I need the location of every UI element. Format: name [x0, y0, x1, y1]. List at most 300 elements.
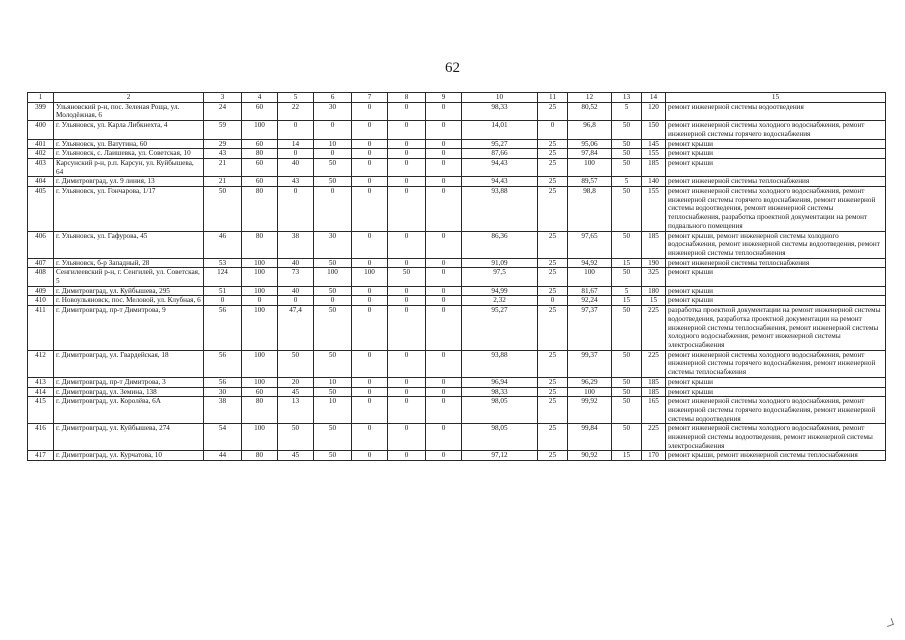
column-header: 14 [642, 93, 666, 103]
value-cell: 0 [388, 387, 426, 397]
value-cell: 100 [242, 424, 278, 451]
value-cell: 50 [612, 350, 642, 377]
value-cell: 0 [426, 350, 462, 377]
table-row [28, 102, 886, 120]
value-cell: 97,5 [462, 268, 538, 286]
column-header: 13 [612, 93, 642, 103]
value-cell: 30 [314, 102, 352, 120]
table-header-row [28, 93, 886, 103]
value-cell: 25 [538, 451, 568, 461]
value-cell: 50 [612, 377, 642, 387]
value-cell: 14,01 [462, 121, 538, 139]
value-cell: 0 [388, 139, 426, 149]
value-cell: 100 [352, 268, 388, 286]
value-cell: 47,4 [278, 306, 314, 351]
value-cell: 50 [612, 268, 642, 286]
value-cell: 0 [426, 296, 462, 306]
value-cell: 25 [538, 306, 568, 351]
table-row [28, 177, 886, 187]
works-cell: ремонт крыши [666, 139, 886, 149]
address-cell: Ульяновский р-н, пос. Зеленая Роща, ул. Молодёжная, 6 [54, 102, 204, 120]
value-cell: 30 [314, 231, 352, 258]
value-cell: 30 [204, 387, 242, 397]
address-cell: Сенгилеевский р-н, г. Сенгилей, ул. Советская, 5 [54, 268, 204, 286]
value-cell: 0 [352, 397, 388, 424]
value-cell: 100 [242, 258, 278, 268]
value-cell: 225 [642, 424, 666, 451]
value-cell: 100 [568, 158, 612, 176]
value-cell: 145 [642, 139, 666, 149]
value-cell: 50 [388, 268, 426, 286]
value-cell: 185 [642, 387, 666, 397]
value-cell: 95,06 [568, 139, 612, 149]
row-number-cell: 412 [28, 350, 54, 377]
value-cell: 46 [204, 231, 242, 258]
value-cell: 124 [204, 268, 242, 286]
value-cell: 15 [612, 296, 642, 306]
value-cell: 0 [388, 258, 426, 268]
scan-mark [885, 618, 894, 627]
value-cell: 0 [426, 177, 462, 187]
value-cell: 0 [388, 296, 426, 306]
value-cell: 100 [242, 350, 278, 377]
value-cell: 94,92 [568, 258, 612, 268]
value-cell: 50 [314, 177, 352, 187]
address-cell: г. Ульяновск, б-р Западный, 28 [54, 258, 204, 268]
table-row [28, 187, 886, 232]
value-cell: 50 [314, 286, 352, 296]
value-cell: 0 [352, 387, 388, 397]
value-cell: 21 [204, 158, 242, 176]
address-cell: Карсунский р-н, р.п. Карсун, ул. Куйбышева, 64 [54, 158, 204, 176]
value-cell: 0 [538, 296, 568, 306]
value-cell: 0 [278, 296, 314, 306]
value-cell: 0 [278, 149, 314, 159]
value-cell: 40 [278, 286, 314, 296]
value-cell: 10 [314, 139, 352, 149]
value-cell: 21 [204, 177, 242, 187]
table-row [28, 268, 886, 286]
column-header: 5 [278, 93, 314, 103]
row-number-cell: 411 [28, 306, 54, 351]
value-cell: 50 [612, 187, 642, 232]
row-number-cell: 403 [28, 158, 54, 176]
value-cell: 97,37 [568, 306, 612, 351]
works-cell: ремонт крыши [666, 158, 886, 176]
column-header: 9 [426, 93, 462, 103]
value-cell: 98,8 [568, 187, 612, 232]
value-cell: 95,27 [462, 139, 538, 149]
value-cell: 0 [426, 451, 462, 461]
page-number: 62 [445, 60, 460, 76]
table-row [28, 158, 886, 176]
value-cell: 50 [612, 139, 642, 149]
value-cell: 0 [352, 424, 388, 451]
address-cell: г. Димитровград, ул. Куйбышева, 295 [54, 286, 204, 296]
value-cell: 0 [204, 296, 242, 306]
value-cell: 60 [242, 158, 278, 176]
value-cell: 15 [612, 258, 642, 268]
value-cell: 0 [352, 139, 388, 149]
value-cell: 50 [612, 306, 642, 351]
table-row [28, 451, 886, 461]
value-cell: 100 [242, 121, 278, 139]
value-cell: 10 [314, 377, 352, 387]
value-cell: 100 [242, 306, 278, 351]
works-cell: ремонт крыши [666, 387, 886, 397]
table-row [28, 306, 886, 351]
value-cell: 0 [388, 377, 426, 387]
value-cell: 87,66 [462, 149, 538, 159]
value-cell: 50 [612, 231, 642, 258]
value-cell: 0 [388, 306, 426, 351]
value-cell: 0 [352, 258, 388, 268]
value-cell: 20 [278, 377, 314, 387]
works-cell: ремонт инженерной системы холодного водоснабжения, ремонт инженерной системы горячего водоснабжения [666, 121, 886, 139]
value-cell: 0 [426, 268, 462, 286]
works-cell: ремонт инженерной системы теплоснабжения [666, 177, 886, 187]
row-number-cell: 410 [28, 296, 54, 306]
works-cell: ремонт инженерной системы теплоснабжения [666, 258, 886, 268]
value-cell: 0 [426, 286, 462, 296]
address-cell: г. Димитровград, ул. Королёва, 6А [54, 397, 204, 424]
table-row [28, 258, 886, 268]
row-number-cell: 406 [28, 231, 54, 258]
value-cell: 38 [204, 397, 242, 424]
value-cell: 98,05 [462, 424, 538, 451]
value-cell: 50 [278, 350, 314, 377]
column-header: 11 [538, 93, 568, 103]
value-cell: 0 [352, 296, 388, 306]
row-number-cell: 416 [28, 424, 54, 451]
value-cell: 0 [426, 149, 462, 159]
value-cell: 50 [204, 187, 242, 232]
works-cell: ремонт инженерной системы водоотведения [666, 102, 886, 120]
address-cell: г. Димитровград, пр-т Димитрова, 3 [54, 377, 204, 387]
value-cell: 25 [538, 397, 568, 424]
address-cell: г. Ульяновск, ул. Гончарова, 1/17 [54, 187, 204, 232]
value-cell: 185 [642, 377, 666, 387]
value-cell: 38 [278, 231, 314, 258]
value-cell: 100 [568, 387, 612, 397]
table-row [28, 397, 886, 424]
value-cell: 25 [538, 149, 568, 159]
address-cell: г. Димитровград, ул. Гвардейская, 18 [54, 350, 204, 377]
value-cell: 50 [612, 121, 642, 139]
row-number-cell: 402 [28, 149, 54, 159]
value-cell: 25 [538, 102, 568, 120]
address-cell: г. Ульяновск, ул. Гафурова, 45 [54, 231, 204, 258]
value-cell: 2,32 [462, 296, 538, 306]
works-cell: ремонт крыши [666, 149, 886, 159]
column-header: 10 [462, 93, 538, 103]
value-cell: 96,29 [568, 377, 612, 387]
value-cell: 40 [278, 158, 314, 176]
works-cell: ремонт инженерной системы холодного водоснабжения, ремонт инженерной системы горячего водоснабжения, ремонт инженерной системы водоотведения, ремонт инженерной системы теплоснабжения, разработка проектной документации на ремонт подвального помещения [666, 187, 886, 232]
value-cell: 73 [278, 268, 314, 286]
value-cell: 0 [388, 149, 426, 159]
works-cell: ремонт крыши [666, 286, 886, 296]
value-cell: 50 [612, 149, 642, 159]
value-cell: 56 [204, 306, 242, 351]
works-cell: ремонт крыши, ремонт инженерной системы холодного водоснабжения, ремонт инженерной системы водоотведения, ремонт инженерной системы теплоснабжения [666, 231, 886, 258]
value-cell: 0 [388, 397, 426, 424]
value-cell: 185 [642, 231, 666, 258]
value-cell: 44 [204, 451, 242, 461]
value-cell: 80 [242, 397, 278, 424]
value-cell: 99,92 [568, 397, 612, 424]
value-cell: 56 [204, 350, 242, 377]
value-cell: 80 [242, 187, 278, 232]
value-cell: 0 [388, 158, 426, 176]
value-cell: 0 [314, 296, 352, 306]
value-cell: 80,52 [568, 102, 612, 120]
column-header: 12 [568, 93, 612, 103]
value-cell: 50 [314, 306, 352, 351]
value-cell: 5 [612, 286, 642, 296]
value-cell: 92,24 [568, 296, 612, 306]
value-cell: 25 [538, 424, 568, 451]
value-cell: 0 [388, 350, 426, 377]
value-cell: 100 [242, 268, 278, 286]
address-cell: г. Ульяновск, ул. Карла Либкнехта, 4 [54, 121, 204, 139]
value-cell: 0 [388, 177, 426, 187]
value-cell: 50 [314, 451, 352, 461]
value-cell: 91,09 [462, 258, 538, 268]
value-cell: 14 [278, 139, 314, 149]
column-header: 3 [204, 93, 242, 103]
value-cell: 93,88 [462, 187, 538, 232]
row-number-cell: 405 [28, 187, 54, 232]
value-cell: 0 [538, 121, 568, 139]
value-cell: 22 [278, 102, 314, 120]
value-cell: 40 [278, 258, 314, 268]
value-cell: 5 [612, 102, 642, 120]
value-cell: 53 [204, 258, 242, 268]
value-cell: 140 [642, 177, 666, 187]
value-cell: 80 [242, 451, 278, 461]
value-cell: 25 [538, 158, 568, 176]
address-cell: г. Димитровград, ул. 9 линия, 13 [54, 177, 204, 187]
column-header: 7 [352, 93, 388, 103]
value-cell: 155 [642, 149, 666, 159]
value-cell: 98,33 [462, 102, 538, 120]
value-cell: 45 [278, 387, 314, 397]
table-row [28, 149, 886, 159]
value-cell: 185 [642, 158, 666, 176]
value-cell: 325 [642, 268, 666, 286]
value-cell: 50 [612, 424, 642, 451]
table-row [28, 424, 886, 451]
value-cell: 0 [388, 286, 426, 296]
table-row [28, 286, 886, 296]
row-number-cell: 414 [28, 387, 54, 397]
table-body [28, 102, 886, 460]
value-cell: 50 [314, 350, 352, 377]
value-cell: 96,8 [568, 121, 612, 139]
value-cell: 97,65 [568, 231, 612, 258]
value-cell: 0 [352, 102, 388, 120]
value-cell: 190 [642, 258, 666, 268]
value-cell: 60 [242, 387, 278, 397]
value-cell: 25 [538, 286, 568, 296]
works-cell: ремонт инженерной системы холодного водоснабжения, ремонт инженерной системы горячего водоснабжения, ремонт инженерной системы теплоснабжения [666, 350, 886, 377]
column-header: 8 [388, 93, 426, 103]
value-cell: 0 [388, 121, 426, 139]
row-number-cell: 415 [28, 397, 54, 424]
value-cell: 0 [388, 187, 426, 232]
value-cell: 45 [278, 451, 314, 461]
column-header: 4 [242, 93, 278, 103]
row-number-cell: 401 [28, 139, 54, 149]
value-cell: 50 [612, 397, 642, 424]
value-cell: 93,88 [462, 350, 538, 377]
value-cell: 50 [314, 158, 352, 176]
value-cell: 100 [242, 286, 278, 296]
value-cell: 25 [538, 258, 568, 268]
value-cell: 0 [278, 121, 314, 139]
value-cell: 0 [352, 121, 388, 139]
address-cell: г. Ульяновск, ул. Ватутина, 60 [54, 139, 204, 149]
value-cell: 50 [278, 424, 314, 451]
register-table [27, 92, 886, 461]
value-cell: 51 [204, 286, 242, 296]
value-cell: 100 [242, 377, 278, 387]
address-cell: г. Ульяновск, с. Лаишевка, ул. Советская, 10 [54, 149, 204, 159]
value-cell: 25 [538, 177, 568, 187]
works-cell: ремонт инженерной системы холодного водоснабжения, ремонт инженерной системы горячего водоснабжения, ремонт инженерной системы водоотведения [666, 397, 886, 424]
value-cell: 0 [352, 158, 388, 176]
value-cell: 89,57 [568, 177, 612, 187]
address-cell: г. Димитровград, ул. Куйбышева, 274 [54, 424, 204, 451]
value-cell: 225 [642, 306, 666, 351]
value-cell: 60 [242, 102, 278, 120]
value-cell: 0 [352, 451, 388, 461]
value-cell: 100 [568, 268, 612, 286]
value-cell: 24 [204, 102, 242, 120]
value-cell: 0 [352, 177, 388, 187]
value-cell: 43 [204, 149, 242, 159]
value-cell: 0 [426, 424, 462, 451]
value-cell: 25 [538, 187, 568, 232]
works-cell: ремонт крыши [666, 296, 886, 306]
value-cell: 0 [426, 158, 462, 176]
value-cell: 29 [204, 139, 242, 149]
table-row [28, 296, 886, 306]
value-cell: 0 [314, 149, 352, 159]
value-cell: 50 [314, 387, 352, 397]
value-cell: 50 [612, 158, 642, 176]
value-cell: 150 [642, 121, 666, 139]
value-cell: 170 [642, 451, 666, 461]
value-cell: 0 [388, 451, 426, 461]
value-cell: 0 [352, 231, 388, 258]
column-header: 15 [666, 93, 886, 103]
value-cell: 15 [642, 296, 666, 306]
value-cell: 165 [642, 397, 666, 424]
address-cell: г. Димитровград, ул. Курчатова, 10 [54, 451, 204, 461]
row-number-cell: 413 [28, 377, 54, 387]
value-cell: 56 [204, 377, 242, 387]
value-cell: 0 [426, 387, 462, 397]
value-cell: 155 [642, 187, 666, 232]
row-number-cell: 417 [28, 451, 54, 461]
works-cell: ремонт крыши [666, 377, 886, 387]
value-cell: 25 [538, 377, 568, 387]
value-cell: 0 [426, 187, 462, 232]
works-cell: ремонт крыши [666, 268, 886, 286]
column-header: 6 [314, 93, 352, 103]
value-cell: 0 [426, 139, 462, 149]
table-row [28, 121, 886, 139]
row-number-cell: 404 [28, 177, 54, 187]
works-cell: разработка проектной документации на ремонт инженерной системы водоотведения, разработка проектной документации на ремонт инженерной системы теплоснабжения, ремонт инженерной системы холодного водоснабжения, ремонт инженерной системы электроснабжения [666, 306, 886, 351]
value-cell: 81,67 [568, 286, 612, 296]
value-cell: 60 [242, 177, 278, 187]
value-cell: 13 [278, 397, 314, 424]
table-row [28, 231, 886, 258]
value-cell: 0 [388, 231, 426, 258]
value-cell: 86,36 [462, 231, 538, 258]
address-cell: г. Димитровград, пр-т Димитрова, 9 [54, 306, 204, 351]
value-cell: 95,27 [462, 306, 538, 351]
value-cell: 0 [242, 296, 278, 306]
table-row [28, 350, 886, 377]
row-number-cell: 407 [28, 258, 54, 268]
value-cell: 180 [642, 286, 666, 296]
value-cell: 50 [612, 387, 642, 397]
value-cell: 99,37 [568, 350, 612, 377]
value-cell: 97,84 [568, 149, 612, 159]
value-cell: 97,12 [462, 451, 538, 461]
value-cell: 0 [314, 121, 352, 139]
value-cell: 0 [426, 397, 462, 424]
value-cell: 0 [352, 350, 388, 377]
value-cell: 0 [426, 306, 462, 351]
value-cell: 0 [278, 187, 314, 232]
value-cell: 43 [278, 177, 314, 187]
value-cell: 100 [314, 268, 352, 286]
value-cell: 50 [314, 258, 352, 268]
row-number-cell: 400 [28, 121, 54, 139]
value-cell: 25 [538, 231, 568, 258]
table-row [28, 139, 886, 149]
value-cell: 94,99 [462, 286, 538, 296]
value-cell: 59 [204, 121, 242, 139]
value-cell: 94,43 [462, 158, 538, 176]
value-cell: 25 [538, 387, 568, 397]
value-cell: 60 [242, 139, 278, 149]
works-cell: ремонт инженерной системы холодного водоснабжения, ремонт инженерной системы водоотведения, ремонт инженерной системы электроснабжения [666, 424, 886, 451]
address-cell: г. Новоульяновск, пос. Меловой, ул. Клубная, 6 [54, 296, 204, 306]
value-cell: 0 [426, 231, 462, 258]
works-cell: ремонт крыши, ремонт инженерной системы теплоснабжения [666, 451, 886, 461]
value-cell: 80 [242, 149, 278, 159]
value-cell: 0 [426, 102, 462, 120]
value-cell: 15 [612, 451, 642, 461]
row-number-cell: 399 [28, 102, 54, 120]
value-cell: 25 [538, 139, 568, 149]
value-cell: 90,92 [568, 451, 612, 461]
value-cell: 25 [538, 268, 568, 286]
value-cell: 225 [642, 350, 666, 377]
address-cell: г. Димитровград, ул. Земина, 138 [54, 387, 204, 397]
value-cell: 0 [352, 149, 388, 159]
table-row [28, 377, 886, 387]
value-cell: 10 [314, 397, 352, 424]
row-number-cell: 409 [28, 286, 54, 296]
value-cell: 99,84 [568, 424, 612, 451]
